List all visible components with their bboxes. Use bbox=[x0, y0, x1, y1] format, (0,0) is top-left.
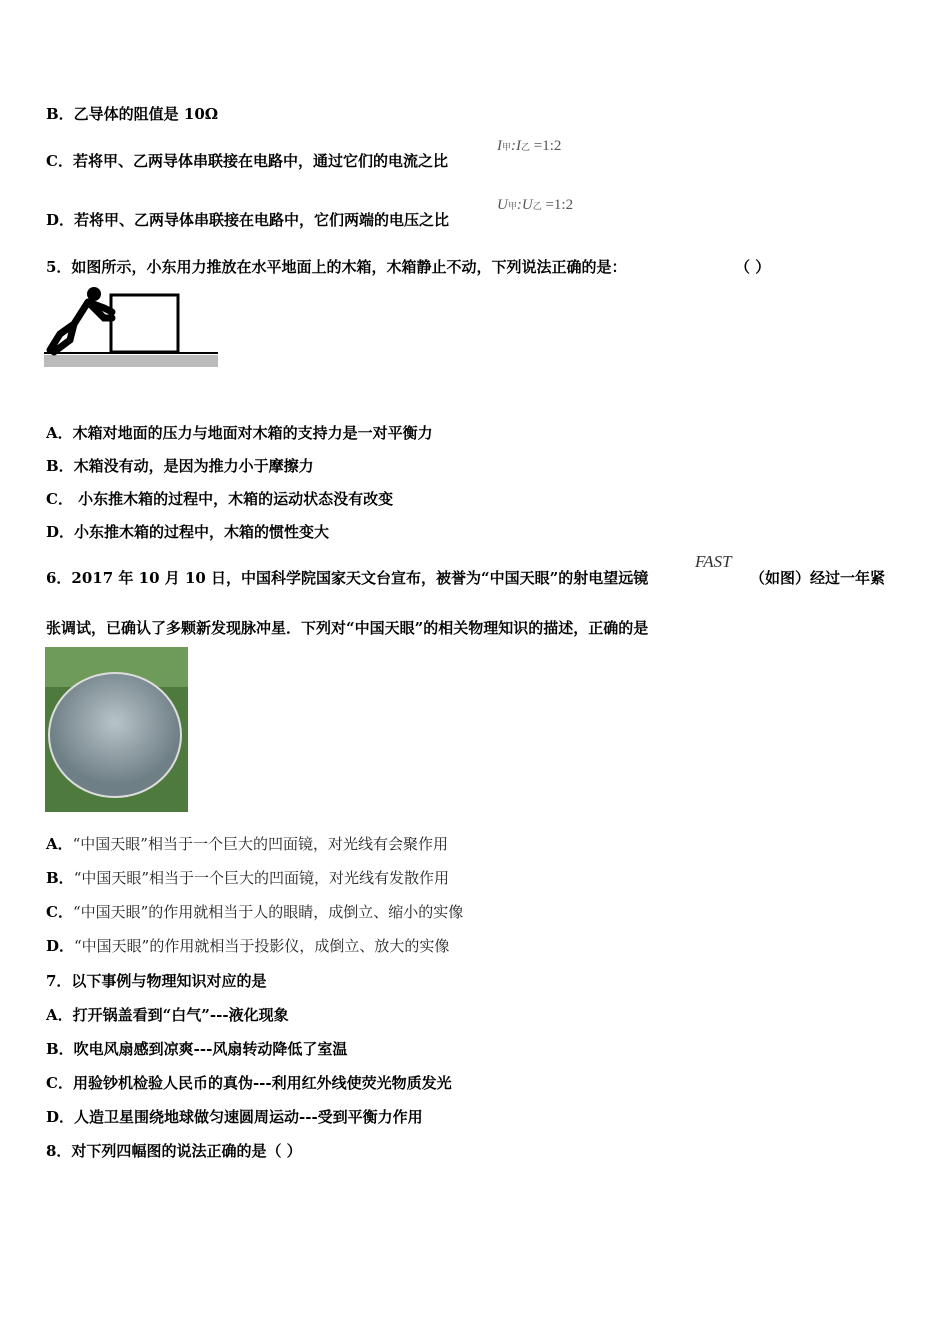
q6-option-b: B．“中国天眼”相当于一个巨大的凹面镜，对光线有发散作用 bbox=[46, 869, 450, 887]
fast-telescope-photo bbox=[45, 647, 188, 812]
q7-stem: 7．以下事例与物理知识对应的是 bbox=[46, 972, 267, 990]
q5-answer-bracket: （ ） bbox=[735, 258, 771, 276]
q6-option-c: C．“中国天眼”的作用就相当于人的眼睛，成倒立、缩小的实像 bbox=[46, 903, 464, 921]
q5-option-c: C． 小东推木箱的过程中，木箱的运动状态没有改变 bbox=[46, 490, 394, 508]
q6-stem-line1: 6．2017 年 10 月 10 日，中国科学院国家天文台宣布，被誉为“中国天眼”的射电望远镜 bbox=[46, 569, 649, 587]
q7-option-a: A．打开锅盖看到“白气”---液化现象 bbox=[46, 1006, 289, 1024]
q6-option-a: A．“中国天眼”相当于一个巨大的凹面镜，对光线有会聚作用 bbox=[46, 835, 448, 853]
q8-stem: 8．对下列四幅图的说法正确的是（ ） bbox=[46, 1142, 302, 1160]
q4-c-formula: I甲:I乙 =1:2 bbox=[497, 138, 562, 154]
q4-option-d: D．若将甲、乙两导体串联接在电路中，它们两端的电压之比 bbox=[46, 211, 450, 229]
push-box-figure bbox=[44, 284, 220, 370]
q4-d-formula: U甲:U乙 =1:2 bbox=[497, 197, 574, 213]
q6-stem-line1b: （如图）经过一年紧 bbox=[750, 569, 886, 587]
q5-option-d: D．小东推木箱的过程中，木箱的惯性变大 bbox=[46, 523, 330, 541]
q6-stem-line2: 张调试，已确认了多颗新发现脉冲星．下列对“中国天眼”的相关物理知识的描述，正确的是 bbox=[46, 619, 649, 637]
q7-option-b: B．吹电风扇感到凉爽---风扇转动降低了室温 bbox=[46, 1040, 348, 1058]
q4-option-b: B．乙导体的阻值是 10Ω bbox=[46, 105, 219, 123]
q4-option-c: C．若将甲、乙两导体串联接在电路中，通过它们的电流之比 bbox=[46, 152, 448, 170]
q7-option-c: C．用验钞机检验人民币的真伪---利用红外线使荧光物质发光 bbox=[46, 1074, 452, 1092]
q6-option-d: D．“中国天眼”的作用就相当于投影仪，成倒立、放大的实像 bbox=[46, 937, 450, 955]
fast-label: FAST bbox=[695, 552, 732, 571]
q5-option-a: A．木箱对地面的压力与地面对木箱的支持力是一对平衡力 bbox=[46, 424, 433, 442]
q5-stem: 5．如图所示，小东用力推放在水平地面上的木箱，木箱静止不动，下列说法正确的是： bbox=[46, 258, 627, 276]
q5-option-b: B．木箱没有动，是因为推力小于摩擦力 bbox=[46, 457, 314, 475]
q7-option-d: D．人造卫星围绕地球做匀速圆周运动---受到平衡力作用 bbox=[46, 1108, 423, 1126]
